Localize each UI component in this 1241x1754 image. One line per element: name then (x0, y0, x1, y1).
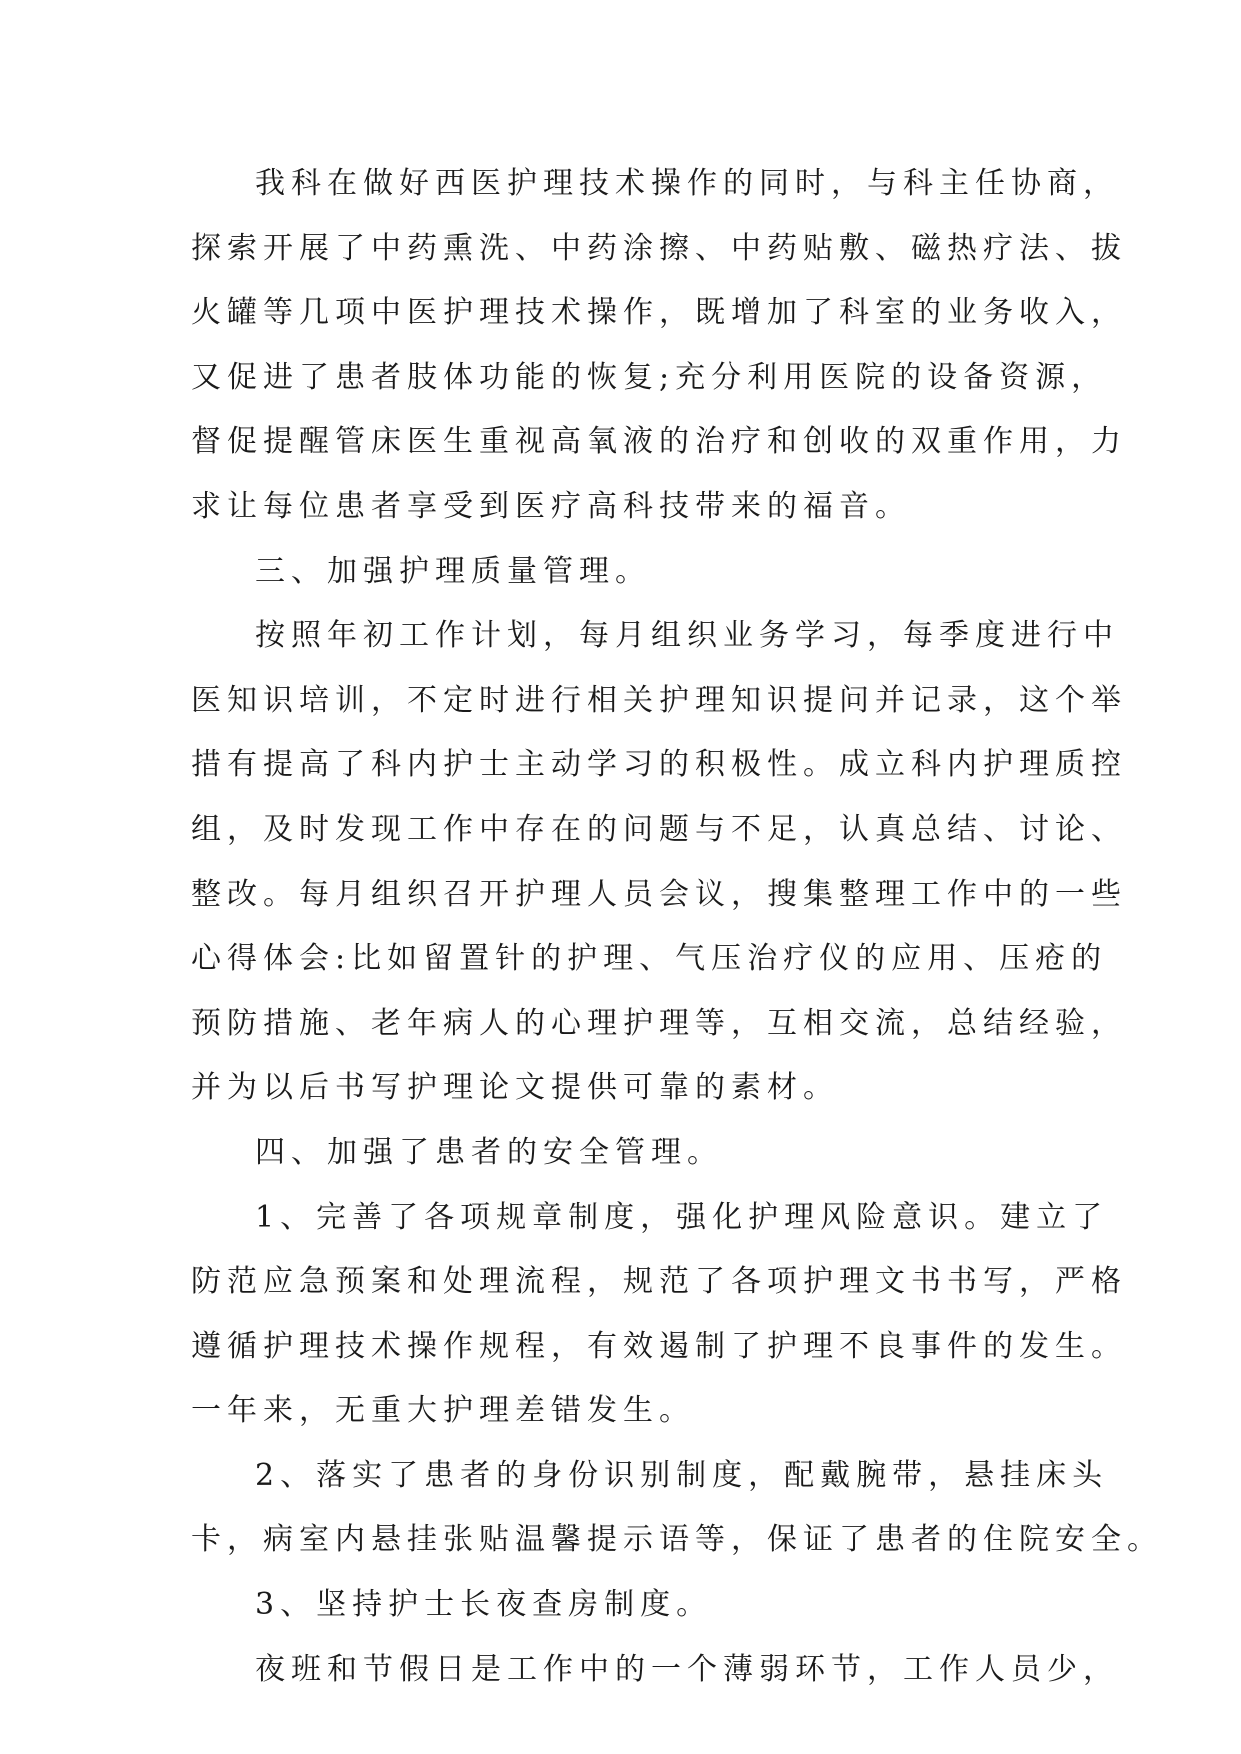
paragraph-line: 医知识培训，不定时进行相关护理知识提问并记录，这个举 (191, 682, 1127, 718)
paragraph-line: 措有提高了科内护士主动学习的积极性。成立科内护理质控 (191, 747, 1127, 783)
paragraph-line: 遵循护理技术操作规程，有效遏制了护理不良事件的发生。 (191, 1328, 1127, 1364)
paragraph-line: 整改。每月组织召开护理人员会议，搜集整理工作中的一些 (191, 876, 1127, 912)
paragraph-line: 一年来，无重大护理差错发生。 (191, 1393, 695, 1429)
paragraph-line: 预防措施、老年病人的心理护理等，互相交流，总结经验， (191, 1005, 1127, 1041)
paragraph-line: 督促提醒管床医生重视高氧液的治疗和创收的双重作用，力 (191, 424, 1127, 460)
section-heading: 四、加强了患者的安全管理。 (255, 1134, 723, 1170)
paragraph-line: 卡，病室内悬挂张贴温馨提示语等，保证了患者的住院安全。 (191, 1522, 1163, 1558)
paragraph-line: 探索开展了中药熏洗、中药涂擦、中药贴敷、磁热疗法、拔 (191, 230, 1127, 266)
paragraph-line: 2、落实了患者的身份识别制度，配戴腕带，悬挂床头 (255, 1457, 1109, 1493)
paragraph-line: 又促进了患者肢体功能的恢复;充分利用医院的设备资源， (191, 359, 1108, 395)
paragraph-line: 1、完善了各项规章制度，强化护理风险意识。建立了 (255, 1199, 1109, 1235)
document-body (191, 152, 1163, 1702)
paragraph-line: 防范应急预案和处理流程，规范了各项护理文书书写，严格 (191, 1264, 1127, 1300)
paragraph-line: 夜班和节假日是工作中的一个薄弱环节，工作人员少， (255, 1651, 1119, 1687)
paragraph-line: 心得体会:比如留置针的护理、气压治疗仪的应用、压疮的 (191, 941, 1108, 977)
paragraph-line: 火罐等几项中医护理技术操作，既增加了科室的业务收入， (191, 295, 1127, 331)
section-heading: 三、加强护理质量管理。 (255, 553, 651, 589)
paragraph-line: 组，及时发现工作中存在的问题与不足，认真总结、讨论、 (191, 811, 1127, 847)
paragraph-line: 3、坚持护士长夜查房制度。 (255, 1587, 713, 1623)
paragraph-line: 并为以后书写护理论文提供可靠的素材。 (191, 1070, 839, 1106)
paragraph-line: 按照年初工作计划，每月组织业务学习，每季度进行中 (255, 618, 1119, 654)
paragraph-line: 我科在做好西医护理技术操作的同时，与科主任协商， (255, 166, 1119, 201)
paragraph-line: 求让每位患者享受到医疗高科技带来的福音。 (191, 488, 911, 524)
